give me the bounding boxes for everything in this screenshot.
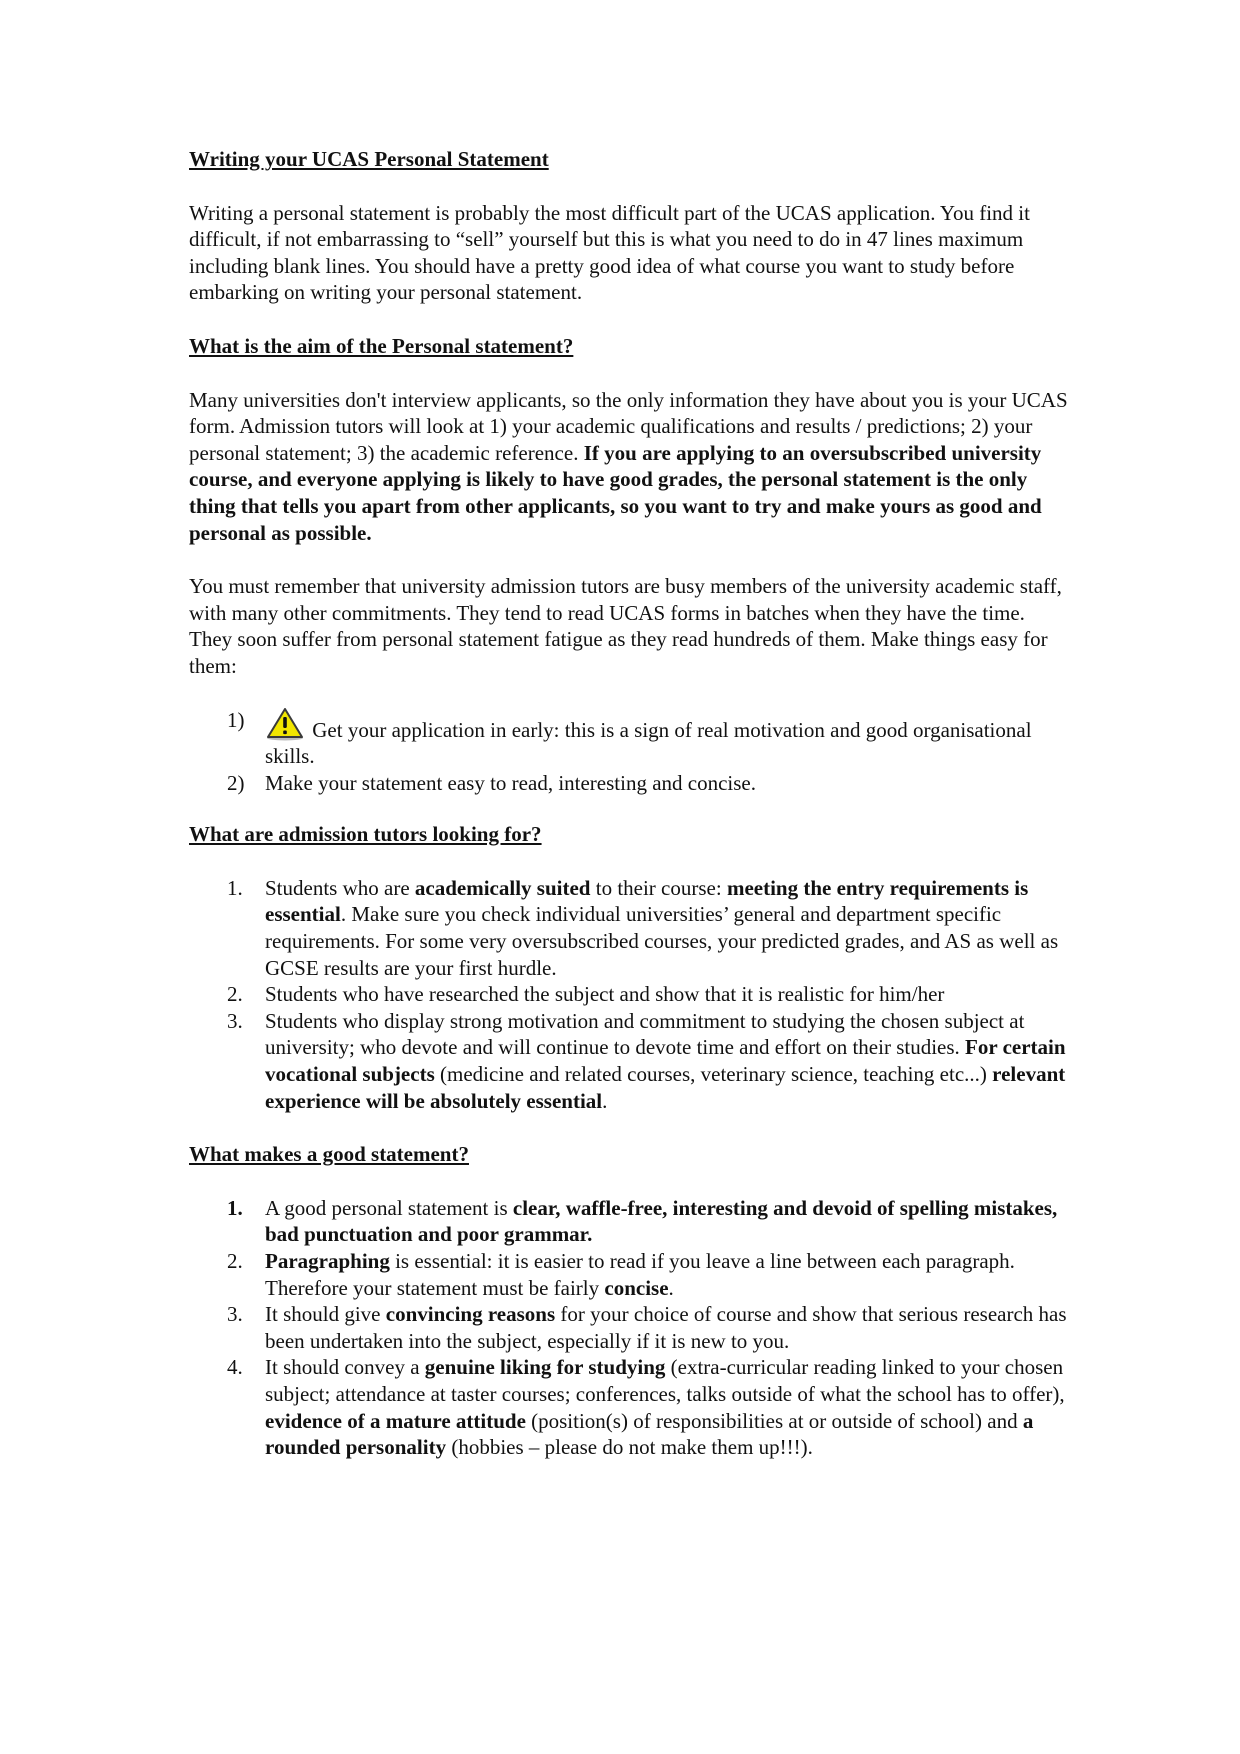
aim-heading: What is the aim of the Personal statement? (189, 333, 574, 358)
item-text: (position(s) of responsibilities at or outside of school) and (525, 1408, 1023, 1433)
good-list (189, 1195, 1069, 1461)
aim-paragraph-2: You must remember that university admission tutors are busy members of the university academic staff, with many other commitments. They tend to read UCAS forms in batches when they have the time. They soon suffer from personal statement fatigue as they read hundreds of them. Make things easy for them: (189, 574, 1062, 678)
list-number: 1) (227, 707, 245, 732)
item-text: . Make sure you check individual universities’ general and department specific requirements. For some very oversubscribed courses, your predicted grades, and AS as well as GCSE results are your first hurdle. (265, 902, 1059, 980)
list-item (189, 981, 1069, 1008)
item-emphasis: For certain vocational subjects (265, 1035, 1066, 1087)
list-item (189, 1195, 1069, 1248)
list-item (189, 770, 1069, 797)
page-title: Writing your UCAS Personal Statement (189, 147, 549, 171)
aim-paragraph-1-text: Many universities don't interview applicants, so the only information they have about you is your UCAS form. Admission tutors will look at 1) your academic qualifications and results / predictions; 2) your personal statement; 3) the academic reference. (189, 387, 1068, 465)
item-text: Students who have researched the subject and show that it is realistic for him/her (265, 982, 945, 1007)
item-emphasis: clear, waffle-free, interesting and devoid of spelling mistakes, bad punctuation and poor grammar. (265, 1195, 1058, 1247)
item-emphasis: relevant experience will be absolutely essential (265, 1062, 1066, 1113)
list-item (189, 1008, 1069, 1114)
tip-text: Get your application in early: this is a sign of real motivation and good organisational skills. (265, 717, 1032, 769)
tip-text: Make your statement easy to read, interesting and concise. (265, 770, 756, 795)
item-text: to their course: (590, 875, 727, 900)
item-emphasis: evidence of a mature attitude (265, 1408, 526, 1433)
item-text: (extra-curricular reading linked to your chosen subject; attendance at taster courses; conferences, talks outside of what the school has to offer), (265, 1355, 1065, 1406)
item-text: A good personal statement is (265, 1195, 513, 1220)
list-item (189, 707, 1069, 770)
aim-paragraph-1 (189, 387, 1069, 547)
item-emphasis: Paragraphing (265, 1249, 390, 1273)
list-number: 2. (227, 1249, 243, 1273)
item-text: It should give (265, 1302, 386, 1327)
list-number: 2. (227, 982, 243, 1007)
item-emphasis: academically suited (414, 875, 591, 900)
item-text: Students who display strong motivation and commitment to studying the chosen subject at university; who devote and will continue to devote time and effort on their studies. (265, 1008, 1025, 1060)
item-text: (hobbies – please do not make them up!!!). (446, 1435, 813, 1460)
list-item (189, 875, 1069, 981)
list-item (189, 1301, 1069, 1354)
list-number: 3. (227, 1302, 243, 1327)
item-emphasis: concise (604, 1275, 669, 1300)
list-number: 2) (227, 770, 245, 795)
warning-icon (265, 707, 305, 741)
item-emphasis: a rounded personality (265, 1408, 1034, 1460)
item-text: It should convey a (265, 1355, 425, 1380)
document-page (189, 146, 1069, 1461)
list-item (189, 1248, 1069, 1301)
list-number: 1. (227, 875, 243, 900)
item-text: Students who are (265, 875, 415, 900)
item-text: (medicine and related courses, veterinary science, teaching etc...) (434, 1062, 993, 1087)
item-text: is essential: it is easier to read if you leave a line between each paragraph. Therefore your statement must be fairly (265, 1249, 1015, 1300)
looking-list (189, 875, 1069, 1114)
intro-paragraph: Writing a personal statement is probably the most difficult part of the UCAS application. You find it difficult, if not embarrassing to “sell” yourself but this is what you need to do in 47 lines maximum including blank lines. You should have a pretty good idea of what course you want to study before embarking on writing your personal statement. (189, 200, 1030, 305)
list-number: 3. (227, 1008, 243, 1033)
item-text: for your choice of course and show that serious research has been undertaken into the subject, especially if it is new to you. (265, 1302, 1067, 1353)
item-text: . (602, 1088, 608, 1113)
good-heading: What makes a good statement? (189, 1142, 469, 1167)
tips-list (189, 707, 1069, 797)
item-emphasis: genuine liking for studying (424, 1355, 666, 1380)
item-emphasis: convincing reasons (385, 1302, 556, 1327)
list-number: 1. (227, 1195, 243, 1220)
item-emphasis: meeting the entry requirements is essential (265, 875, 1029, 927)
list-number: 4. (227, 1355, 243, 1380)
looking-heading: What are admission tutors looking for? (189, 822, 542, 847)
aim-paragraph-1-emphasis: If you are applying to an oversubscribed university course, and everyone applying is likely to have good grades, the personal statement is the only thing that tells you apart from other applicants, so you want to try and make yours as good and personal as possible. (189, 440, 1042, 545)
list-item (189, 1354, 1069, 1460)
item-text: . (668, 1275, 674, 1300)
